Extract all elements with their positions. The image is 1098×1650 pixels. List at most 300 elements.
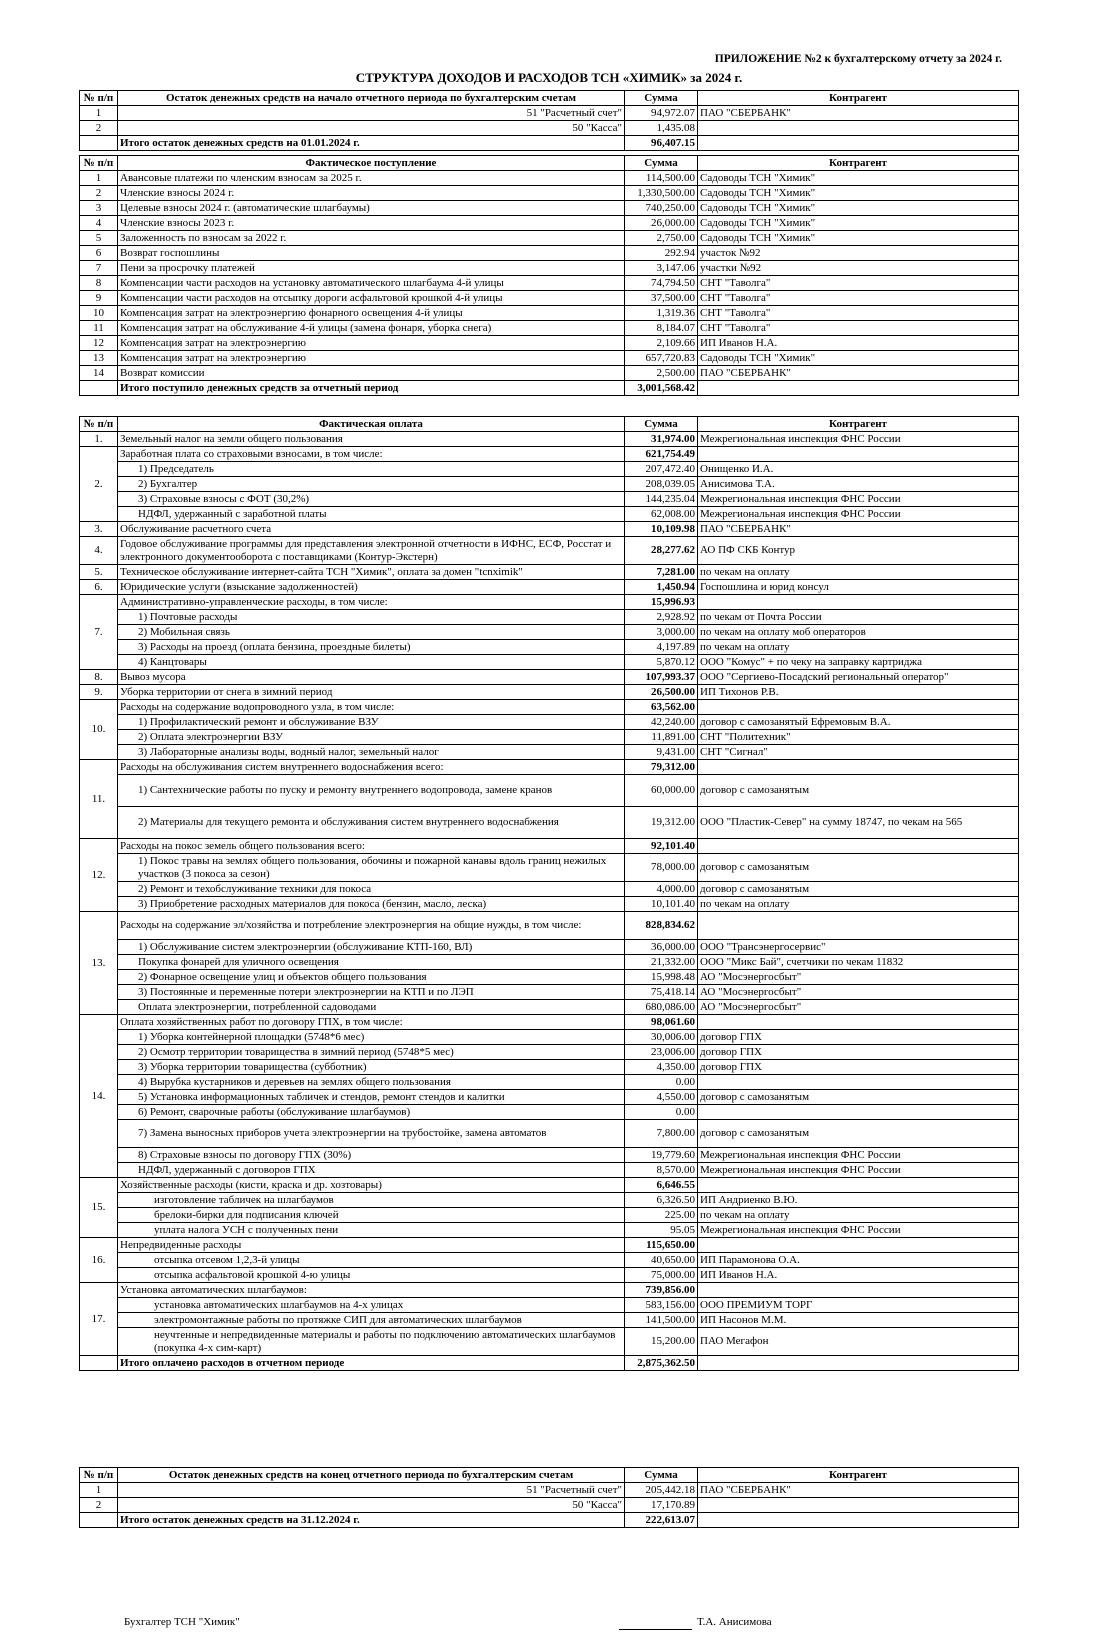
row-description: 1) Покос травы на землях общего пользования, обочины и пожарной канавы вдоль границ нежилых участков (3 покоса за сезон)	[118, 854, 625, 882]
row-counterparty: СНТ "Таволга"	[698, 306, 1019, 321]
col-amount-header: Сумма	[625, 417, 698, 432]
appendix-label: ПРИЛОЖЕНИЕ №2 к бухгалтерскому отчету за 2024 г.	[714, 53, 1002, 65]
row-description: 4) Вырубка кустарников и деревьев на землях общего пользования	[118, 1075, 625, 1090]
row-amount: 31,974.00	[625, 432, 698, 447]
row-number: 2	[80, 1498, 118, 1513]
row-description: Оплата электроэнергии, потребленной садоводами	[118, 1000, 625, 1015]
row-amount: 205,442.18	[625, 1483, 698, 1498]
row-amount: 0.00	[625, 1105, 698, 1120]
row-counterparty: по чекам на оплату	[698, 565, 1019, 580]
row-counterparty: договор ГПХ	[698, 1045, 1019, 1060]
row-amount: 4,197.89	[625, 640, 698, 655]
col-party-header: Контрагент	[698, 417, 1019, 432]
table-row	[80, 231, 1019, 246]
table-row	[80, 106, 1019, 121]
row-amount: 2,109.66	[625, 336, 698, 351]
row-counterparty: Онищенко И.А.	[698, 462, 1019, 477]
row-amount: 2,500.00	[625, 366, 698, 381]
row-counterparty: ООО "Микс Бай", счетчики по чекам 11832	[698, 955, 1019, 970]
row-description: уплата налога УСН с полученных пени	[118, 1223, 625, 1238]
row-number: 1	[80, 1483, 118, 1498]
row-description: НДФЛ, удержанный с договоров ГПХ	[118, 1163, 625, 1178]
row-number: 11	[80, 321, 118, 336]
row-description: Расходы на содержание водопроводного узла, в том числе:	[118, 700, 625, 715]
col-desc-header: Фактическое поступление	[118, 156, 625, 171]
table-row	[80, 1163, 1019, 1178]
row-number: 2	[80, 121, 118, 136]
row-description: Членские взносы 2024 г.	[118, 186, 625, 201]
row-description: 3) Уборка территории товарищества (субботник)	[118, 1060, 625, 1075]
row-description: 4) Канцтовары	[118, 655, 625, 670]
row-counterparty: ООО "Пластик-Север" на сумму 18747, по чекам на 565	[698, 807, 1019, 839]
table-row	[80, 351, 1019, 366]
row-number: 9	[80, 291, 118, 306]
row-description: 3) Приобретение расходных материалов для покоса (бензин, масло, леска)	[118, 897, 625, 912]
row-amount: 78,000.00	[625, 854, 698, 882]
total-row	[80, 381, 1019, 396]
table-row	[80, 1000, 1019, 1015]
row-number: 1.	[80, 432, 118, 447]
total-blank	[80, 1356, 118, 1371]
table-row	[80, 276, 1019, 291]
row-amount: 23,006.00	[625, 1045, 698, 1060]
row-counterparty: ООО "Сергиево-Посадский региональный оператор"	[698, 670, 1019, 685]
row-counterparty: участки №92	[698, 261, 1019, 276]
total-label: Итого оплачено расходов в отчетном периоде	[118, 1356, 625, 1371]
row-number: 2	[80, 186, 118, 201]
table-row	[80, 1060, 1019, 1075]
total-amount: 222,613.07	[625, 1513, 698, 1528]
row-amount: 3,000.00	[625, 625, 698, 640]
table-row	[80, 336, 1019, 351]
col-desc-header: Фактическая оплата	[118, 417, 625, 432]
col-num-header: № п/п	[80, 91, 118, 106]
table-row	[80, 1483, 1019, 1498]
table-row	[80, 912, 1019, 940]
row-description: изготовление табличек на шлагбаумов	[118, 1193, 625, 1208]
row-amount: 10,101.40	[625, 897, 698, 912]
total-blank	[698, 381, 1019, 396]
row-counterparty: СНТ "Таволга"	[698, 291, 1019, 306]
row-amount: 9,431.00	[625, 745, 698, 760]
row-counterparty: АО "Мосэнергосбыт"	[698, 985, 1019, 1000]
row-counterparty: ПАО Мегафон	[698, 1328, 1019, 1356]
row-description: 5) Установка информационных табличек и стендов, ремонт стендов и калитки	[118, 1090, 625, 1105]
report-title: СТРУКТУРА ДОХОДОВ И РАСХОДОВ ТСН «ХИМИК» за 2024 г.	[355, 70, 743, 85]
table-header-row	[80, 91, 1019, 106]
row-number: 13	[80, 351, 118, 366]
row-description: Расходы на покос земель общего пользования всего:	[118, 839, 625, 854]
row-description: электромонтажные работы по протяжке СИП для автоматических шлагбаумов	[118, 1313, 625, 1328]
row-counterparty: участок №92	[698, 246, 1019, 261]
row-amount: 62,008.00	[625, 507, 698, 522]
row-number: 8	[80, 276, 118, 291]
total-blank	[80, 1513, 118, 1528]
row-description: неучтенные и непредвиденные материалы и работы по подключению автоматических шлагбаумов (покупка 4-х сим-карт)	[118, 1328, 625, 1356]
row-counterparty	[698, 760, 1019, 775]
table-row	[80, 1015, 1019, 1030]
row-counterparty: СНТ "Таволга"	[698, 321, 1019, 336]
row-description: Техническое обслуживание интернет-сайта ТСН "Химик", оплата за домен "tcnximik"	[118, 565, 625, 580]
row-counterparty	[698, 1498, 1019, 1513]
row-counterparty: договор с самозанятым	[698, 1090, 1019, 1105]
row-amount: 107,993.37	[625, 670, 698, 685]
row-counterparty: Садоводы ТСН "Химик"	[698, 351, 1019, 366]
row-counterparty: ПАО "СБЕРБАНК"	[698, 366, 1019, 381]
row-counterparty: Межрегиональная инспекция ФНС России	[698, 1163, 1019, 1178]
table-row	[80, 839, 1019, 854]
row-number: 8.	[80, 670, 118, 685]
row-amount: 4,000.00	[625, 882, 698, 897]
row-description: установка автоматических шлагбаумов на 4-х улицах	[118, 1298, 625, 1313]
row-amount: 7,281.00	[625, 565, 698, 580]
total-row	[80, 1356, 1019, 1371]
col-amount-header: Сумма	[625, 156, 698, 171]
table-row	[80, 477, 1019, 492]
row-number: 5.	[80, 565, 118, 580]
row-description: 2) Осмотр территории товарищества в зимний период (5748*5 мес)	[118, 1045, 625, 1060]
row-amount: 2,928.92	[625, 610, 698, 625]
row-number: 3	[80, 201, 118, 216]
col-party-header: Контрагент	[698, 91, 1019, 106]
table-row	[80, 507, 1019, 522]
row-description: 2) Бухгалтер	[118, 477, 625, 492]
table-row	[80, 610, 1019, 625]
row-counterparty: АО ПФ СКБ Контур	[698, 537, 1019, 565]
row-amount: 19,779.60	[625, 1148, 698, 1163]
row-counterparty: по чекам на оплату моб операторов	[698, 625, 1019, 640]
row-amount: 17,170.89	[625, 1498, 698, 1513]
row-description: Компенсация затрат на обслуживание 4-й улицы (замена фонаря, уборка снега)	[118, 321, 625, 336]
row-counterparty	[698, 1238, 1019, 1253]
table-row	[80, 171, 1019, 186]
table-row	[80, 595, 1019, 610]
col-num-header: № п/п	[80, 156, 118, 171]
row-amount: 15,200.00	[625, 1328, 698, 1356]
table-row	[80, 1208, 1019, 1223]
table-row	[80, 1045, 1019, 1060]
table-row	[80, 955, 1019, 970]
row-counterparty: договор ГПХ	[698, 1030, 1019, 1045]
row-number: 3.	[80, 522, 118, 537]
col-desc-header: Остаток денежных средств на начало отчетного периода по бухгалтерским счетам	[118, 91, 625, 106]
row-counterparty	[698, 121, 1019, 136]
table-row	[80, 321, 1019, 336]
row-counterparty: СНТ "Таволга"	[698, 276, 1019, 291]
row-amount: 7,800.00	[625, 1120, 698, 1148]
row-description: Компенсация затрат на электроэнергию фонарного освещения 4-й улицы	[118, 306, 625, 321]
row-number: 14.	[80, 1015, 118, 1178]
row-amount: 95.05	[625, 1223, 698, 1238]
table-row	[80, 580, 1019, 595]
col-amount-header: Сумма	[625, 91, 698, 106]
row-amount: 26,000.00	[625, 216, 698, 231]
total-row	[80, 1513, 1019, 1528]
col-party-header: Контрагент	[698, 1468, 1019, 1483]
row-amount: 92,101.40	[625, 839, 698, 854]
row-description: Компенсация затрат на электроэнергию	[118, 336, 625, 351]
table-row	[80, 700, 1019, 715]
row-counterparty	[698, 1178, 1019, 1193]
row-counterparty: договор с самозанятый Ефремовым В.А.	[698, 715, 1019, 730]
table-row	[80, 261, 1019, 276]
expenses-table	[79, 416, 1019, 1371]
row-amount: 36,000.00	[625, 940, 698, 955]
row-account: 50 "Касса"	[118, 121, 625, 136]
row-description: 2) Ремонт и техобслуживание техники для покоса	[118, 882, 625, 897]
row-description: Заработная плата со страховыми взносами, в том числе:	[118, 447, 625, 462]
table-row	[80, 625, 1019, 640]
table-row	[80, 1268, 1019, 1283]
row-number: 14	[80, 366, 118, 381]
table-row	[80, 1148, 1019, 1163]
row-amount: 115,650.00	[625, 1238, 698, 1253]
row-number: 12	[80, 336, 118, 351]
total-blank	[80, 381, 118, 396]
row-description: 1) Почтовые расходы	[118, 610, 625, 625]
row-counterparty: АО "Мосэнергосбыт"	[698, 970, 1019, 985]
row-amount: 30,006.00	[625, 1030, 698, 1045]
table-row	[80, 760, 1019, 775]
table-row	[80, 121, 1019, 136]
row-amount: 208,039.05	[625, 477, 698, 492]
row-counterparty: договор с самозанятым	[698, 1120, 1019, 1148]
table-row	[80, 807, 1019, 839]
row-amount: 1,330,500.00	[625, 186, 698, 201]
table-row	[80, 1298, 1019, 1313]
total-amount: 2,875,362.50	[625, 1356, 698, 1371]
row-counterparty: Межрегиональная инспекция ФНС России	[698, 1223, 1019, 1238]
row-account: 51 "Расчетный счет"	[118, 106, 625, 121]
row-counterparty: Межрегиональная инспекция ФНС России	[698, 1148, 1019, 1163]
row-amount: 141,500.00	[625, 1313, 698, 1328]
row-description: 3) Лабораторные анализы воды, водный налог, земельный налог	[118, 745, 625, 760]
table-row	[80, 670, 1019, 685]
row-description: Целевые взносы 2024 г. (автоматические шлагбаумы)	[118, 201, 625, 216]
row-amount: 0.00	[625, 1075, 698, 1090]
table-row	[80, 1178, 1019, 1193]
table-row	[80, 565, 1019, 580]
row-number: 1	[80, 106, 118, 121]
row-counterparty: Межрегиональная инспекция ФНС России	[698, 507, 1019, 522]
row-counterparty: АО "Мосэнергосбыт"	[698, 1000, 1019, 1015]
row-counterparty	[698, 1283, 1019, 1298]
row-number: 4.	[80, 537, 118, 565]
row-counterparty	[698, 1015, 1019, 1030]
table-row	[80, 775, 1019, 807]
row-counterparty: ИП Иванов Н.А.	[698, 336, 1019, 351]
row-counterparty: СНТ "Сигнал"	[698, 745, 1019, 760]
row-description: Установка автоматических шлагбаумов:	[118, 1283, 625, 1298]
row-counterparty	[698, 912, 1019, 940]
table-row	[80, 1498, 1019, 1513]
row-description: 3) Постоянные и переменные потери электроэнергии на КТП и по ЛЭП	[118, 985, 625, 1000]
table-row	[80, 897, 1019, 912]
table-row	[80, 522, 1019, 537]
row-amount: 42,240.00	[625, 715, 698, 730]
row-counterparty: Садоводы ТСН "Химик"	[698, 186, 1019, 201]
row-description: 1) Профилактический ремонт и обслуживание ВЗУ	[118, 715, 625, 730]
row-description: 1) Сантехнические работы по пуску и ремонту внутреннего водопровода, замене кранов	[118, 775, 625, 807]
row-amount: 8,184.07	[625, 321, 698, 336]
row-number: 10	[80, 306, 118, 321]
row-amount: 114,500.00	[625, 171, 698, 186]
row-counterparty: ООО "Трансэнергосервис"	[698, 940, 1019, 955]
total-blank	[698, 136, 1019, 151]
row-amount: 583,156.00	[625, 1298, 698, 1313]
row-description: 1) Уборка контейнерной площадки (5748*6 мес)	[118, 1030, 625, 1045]
table-row	[80, 985, 1019, 1000]
table-row	[80, 246, 1019, 261]
row-description: Непредвиденные расходы	[118, 1238, 625, 1253]
row-counterparty	[698, 447, 1019, 462]
row-number: 7.	[80, 595, 118, 670]
row-counterparty: СНТ "Политехник"	[698, 730, 1019, 745]
row-counterparty: ПАО "СБЕРБАНК"	[698, 106, 1019, 121]
row-amount: 6,326.50	[625, 1193, 698, 1208]
row-description: 3) Страховые взносы с ФОТ (30,2%)	[118, 492, 625, 507]
row-amount: 8,570.00	[625, 1163, 698, 1178]
total-label: Итого остаток денежных средств на 01.01.2024 г.	[118, 136, 625, 151]
row-amount: 37,500.00	[625, 291, 698, 306]
table-row	[80, 432, 1019, 447]
row-counterparty: Садоводы ТСН "Химик"	[698, 201, 1019, 216]
row-number: 1	[80, 171, 118, 186]
row-counterparty: ИП Иванов Н.А.	[698, 1268, 1019, 1283]
table-row	[80, 655, 1019, 670]
row-number: 12.	[80, 839, 118, 912]
row-amount: 26,500.00	[625, 685, 698, 700]
table-row	[80, 1328, 1019, 1356]
row-amount: 1,319.36	[625, 306, 698, 321]
row-number: 16.	[80, 1238, 118, 1283]
row-counterparty: ПАО "СБЕРБАНК"	[698, 522, 1019, 537]
row-counterparty: Садоводы ТСН "Химик"	[698, 216, 1019, 231]
row-counterparty	[698, 595, 1019, 610]
row-description: 2) Оплата электроэнергии ВЗУ	[118, 730, 625, 745]
row-description: 1) Обслуживание систем электроэнергии (обслуживание КТП-160, ВЛ)	[118, 940, 625, 955]
row-amount: 739,856.00	[625, 1283, 698, 1298]
row-description: Хозяйственные расходы (кисти, краска и др. хозтовары)	[118, 1178, 625, 1193]
table-row	[80, 685, 1019, 700]
table-row	[80, 970, 1019, 985]
row-amount: 75,000.00	[625, 1268, 698, 1283]
total-blank	[698, 1356, 1019, 1371]
row-description: Уборка территории от снега в зимний период	[118, 685, 625, 700]
row-amount: 94,972.07	[625, 106, 698, 121]
total-label: Итого поступило денежных средств за отчетный период	[118, 381, 625, 396]
row-description: 1) Председатель	[118, 462, 625, 477]
row-counterparty: ООО ПРЕМИУМ ТОРГ	[698, 1298, 1019, 1313]
row-description: Оплата хозяйственных работ по договору ГПХ, в том числе:	[118, 1015, 625, 1030]
table-row	[80, 1105, 1019, 1120]
row-amount: 21,332.00	[625, 955, 698, 970]
row-amount: 2,750.00	[625, 231, 698, 246]
closing-balance-table	[79, 1467, 1019, 1528]
table-row	[80, 1223, 1019, 1238]
row-description: Компенсация затрат на электроэнергию	[118, 351, 625, 366]
row-description: Вывоз мусора	[118, 670, 625, 685]
table-row	[80, 1090, 1019, 1105]
table-row	[80, 730, 1019, 745]
total-amount: 96,407.15	[625, 136, 698, 151]
row-amount: 144,235.04	[625, 492, 698, 507]
row-amount: 11,891.00	[625, 730, 698, 745]
total-label: Итого остаток денежных средств на 31.12.2024 г.	[118, 1513, 625, 1528]
row-description: Годовое обслуживание программы для представления электронной отчетности в ИФНС, ЕСФ, Росстат и электронного документооборота с поставщиками (Контур-Экстерн)	[118, 537, 625, 565]
table-row	[80, 1030, 1019, 1045]
row-amount: 15,998.48	[625, 970, 698, 985]
table-row	[80, 715, 1019, 730]
row-amount: 75,418.14	[625, 985, 698, 1000]
row-counterparty	[698, 1105, 1019, 1120]
row-number: 11.	[80, 760, 118, 839]
row-number: 17.	[80, 1283, 118, 1356]
row-number: 6	[80, 246, 118, 261]
total-blank	[80, 136, 118, 151]
row-counterparty: Межрегиональная инспекция ФНС России	[698, 492, 1019, 507]
signature-role: Бухгалтер ТСН "Химик"	[124, 1616, 240, 1628]
row-description: Компенсации части расходов на отсыпку дороги асфальтовой крошкой 4-й улицы	[118, 291, 625, 306]
table-row	[80, 1075, 1019, 1090]
col-num-header: № п/п	[80, 1468, 118, 1483]
col-amount-header: Сумма	[625, 1468, 698, 1483]
row-amount: 15,996.93	[625, 595, 698, 610]
row-description: отсыпка асфальтовой крошкой 4-ю улицы	[118, 1268, 625, 1283]
table-row	[80, 1253, 1019, 1268]
row-description: Обслуживание расчетного счета	[118, 522, 625, 537]
row-amount: 4,550.00	[625, 1090, 698, 1105]
col-num-header: № п/п	[80, 417, 118, 432]
row-account: 51 "Расчетный счет"	[118, 1483, 625, 1498]
row-description: 2) Материалы для текущего ремонта и обслуживания систем внутреннего водоснабжения	[118, 807, 625, 839]
row-amount: 60,000.00	[625, 775, 698, 807]
row-description: Членские взносы 2023 г.	[118, 216, 625, 231]
row-amount: 207,472.40	[625, 462, 698, 477]
row-amount: 680,086.00	[625, 1000, 698, 1015]
row-amount: 621,754.49	[625, 447, 698, 462]
row-description: Возврат госпошлины	[118, 246, 625, 261]
row-counterparty: ИП Насонов М.М.	[698, 1313, 1019, 1328]
row-amount: 740,250.00	[625, 201, 698, 216]
row-amount: 19,312.00	[625, 807, 698, 839]
row-counterparty	[698, 1075, 1019, 1090]
table-row	[80, 640, 1019, 655]
signature-name: Т.А. Анисимова	[697, 1616, 772, 1628]
row-description: Заложенность по взносам за 2022 г.	[118, 231, 625, 246]
row-number: 7	[80, 261, 118, 276]
row-amount: 4,350.00	[625, 1060, 698, 1075]
row-amount: 292.94	[625, 246, 698, 261]
row-description: Покупка фонарей для уличного освещения	[118, 955, 625, 970]
row-description: Пени за просрочку платежей	[118, 261, 625, 276]
income-table	[79, 155, 1019, 396]
row-counterparty	[698, 839, 1019, 854]
row-description: 3) Расходы на проезд (оплата бензина, проездные билеты)	[118, 640, 625, 655]
row-description: 6) Ремонт, сварочные работы (обслуживание шлагбаумов)	[118, 1105, 625, 1120]
total-amount: 3,001,568.42	[625, 381, 698, 396]
row-description: Административно-управленческие расходы, в том числе:	[118, 595, 625, 610]
row-counterparty: ИП Андриенко В.Ю.	[698, 1193, 1019, 1208]
table-row	[80, 1283, 1019, 1298]
row-number: 4	[80, 216, 118, 231]
row-counterparty: договор с самозанятым	[698, 854, 1019, 882]
row-counterparty: по чекам на оплату	[698, 1208, 1019, 1223]
table-row	[80, 1238, 1019, 1253]
row-counterparty: ИП Тихонов Р.В.	[698, 685, 1019, 700]
table-header-row	[80, 1468, 1019, 1483]
row-counterparty: Садоводы ТСН "Химик"	[698, 171, 1019, 186]
